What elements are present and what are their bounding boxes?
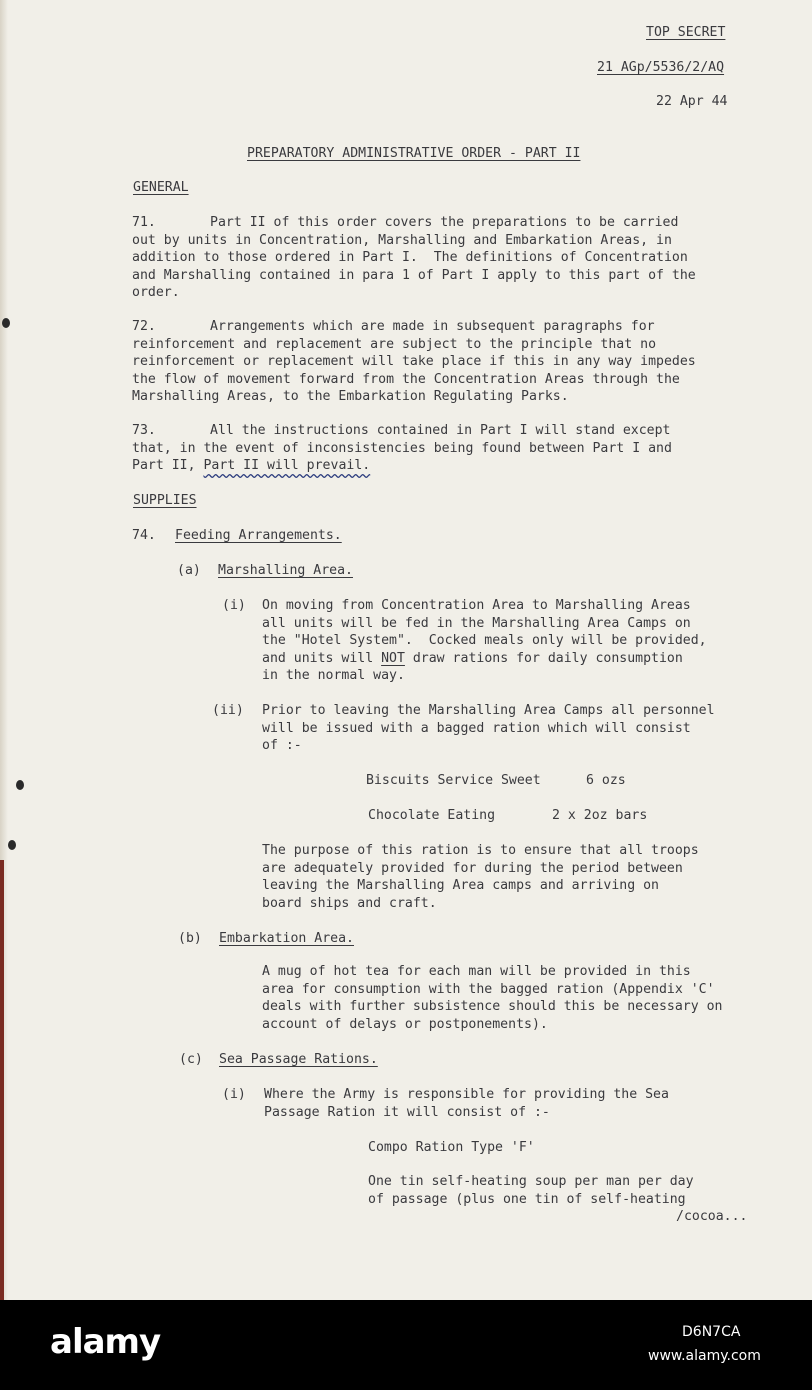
punch-hole xyxy=(2,318,10,328)
site-url: www.alamy.com xyxy=(648,1348,761,1364)
ration-purpose xyxy=(262,842,699,912)
paragraph-72 xyxy=(132,318,696,406)
paragraph-line: Prior to leaving the Marshalling Area Camps all personnel xyxy=(262,703,715,718)
paragraph-line: and Marshalling contained in para 1 of Part I apply to this part of the xyxy=(132,267,696,283)
paragraph-line: reinforcement and replacement are subject to the principle that no xyxy=(132,336,657,352)
item-label: (i) xyxy=(222,598,246,613)
item-a-ii xyxy=(262,702,715,755)
binding-edge xyxy=(0,860,4,1300)
paragraph-line: addition to those ordered in Part I. The definitions of Concentration xyxy=(132,250,688,265)
paragraph-line: Marshalling Areas, to the Embarkation Regulating Parks. xyxy=(132,389,569,404)
item-label: (a) xyxy=(177,563,201,578)
classification-stamp: TOP SECRET xyxy=(646,25,726,40)
paragraph-line: Passage Ration it will consist of :- xyxy=(264,1104,550,1120)
soup-ration xyxy=(368,1173,694,1208)
paragraph-73 xyxy=(132,422,672,475)
paragraph-line: On moving from Concentration Area to Marshalling Areas xyxy=(262,598,691,613)
item-label: (ii) xyxy=(212,703,244,718)
paragraph-text: and units will xyxy=(262,650,382,666)
paragraph-line: One tin self-heating soup per man per day xyxy=(368,1174,694,1189)
paragraph-line: will be issued with a bagged ration which will consist xyxy=(262,720,691,736)
paragraph-line xyxy=(132,457,672,475)
paragraph-line: are adequately provided for during the period between xyxy=(262,860,683,876)
paragraph-line: Arrangements which are made in subsequent paragraphs for xyxy=(210,319,655,334)
subheading-marshalling: Marshalling Area. xyxy=(218,563,353,578)
emphasis-not: NOT xyxy=(381,650,405,666)
subheading-feeding: Feeding Arrangements. xyxy=(175,528,342,543)
paragraph-line: board ships and craft. xyxy=(262,895,437,911)
paragraph-line xyxy=(262,650,707,668)
paragraph-line: reinforcement or replacement will take place if this in any way impedes xyxy=(132,354,696,369)
paragraph-line: in the normal way. xyxy=(262,668,405,683)
item-label: (b) xyxy=(178,931,202,946)
paragraph-line: Part II of this order covers the preparations to be carried xyxy=(210,215,679,230)
paragraph-line: of :- xyxy=(262,738,302,753)
paragraph-line: out by units in Concentration, Marshalling and Embarkation Areas, in xyxy=(132,232,672,248)
paragraph-71 xyxy=(132,214,696,302)
paragraph-line: area for consumption with the bagged ration (Appendix 'C' xyxy=(262,981,715,997)
item-label: (c) xyxy=(179,1052,203,1067)
paragraph-line: Where the Army is responsible for providing the Sea xyxy=(264,1087,669,1102)
watermark-footer xyxy=(0,1300,812,1390)
reference-number: 21 AGp/5536/2/AQ xyxy=(597,60,725,75)
paragraph-line: that, in the event of inconsistencies being found between Part I and xyxy=(132,440,672,456)
image-id: D6N7CA xyxy=(682,1324,741,1340)
paragraph-line: All the instructions contained in Part I will stand except xyxy=(210,423,671,438)
paragraph-line: all units will be fed in the Marshalling Area Camps on xyxy=(262,615,691,631)
ration-item-name: Biscuits Service Sweet xyxy=(366,773,541,788)
item-b xyxy=(262,963,723,1033)
paragraph-number: 74. xyxy=(132,528,156,543)
paragraph-number: 73. xyxy=(132,423,156,438)
ration-item-qty: 6 ozs xyxy=(586,773,626,788)
ration-item-name: Chocolate Eating xyxy=(368,808,496,823)
punch-hole xyxy=(8,840,16,850)
paragraph-text: Part II, xyxy=(132,458,204,473)
emphasis-text: Part II will prevail. xyxy=(203,458,371,473)
subheading-sea-passage: Sea Passage Rations. xyxy=(219,1052,378,1067)
paragraph-line: deals with further subsistence should this be necessary on xyxy=(262,999,723,1014)
paragraph-line: the flow of movement forward from the Concentration Areas through the xyxy=(132,371,680,387)
item-label: (i) xyxy=(222,1087,246,1102)
subheading-embarkation: Embarkation Area. xyxy=(219,931,354,946)
paragraph-line: the "Hotel System". Cocked meals only will be provided, xyxy=(262,633,707,648)
paragraph-line: The purpose of this ration is to ensure that all troops xyxy=(262,843,699,858)
paragraph-line: account of delays or postponements). xyxy=(262,1016,548,1032)
alamy-logo: alamy xyxy=(50,1322,161,1362)
document-title: PREPARATORY ADMINISTRATIVE ORDER - PART II xyxy=(247,146,581,161)
paragraph-line: leaving the Marshalling Area camps and arriving on xyxy=(262,878,659,893)
item-a-i xyxy=(262,597,707,685)
compo-ration: Compo Ration Type 'F' xyxy=(368,1140,535,1155)
paragraph-number: 71. xyxy=(132,215,156,230)
document-date: 22 Apr 44 xyxy=(656,94,728,109)
ration-item-qty: 2 x 2oz bars xyxy=(552,808,648,823)
continuation-marker: /cocoa... xyxy=(676,1209,748,1224)
paragraph-number: 72. xyxy=(132,319,156,334)
section-heading-general: GENERAL xyxy=(133,180,189,195)
section-heading-supplies: SUPPLIES xyxy=(133,493,197,508)
paragraph-line: order. xyxy=(132,285,180,300)
punch-hole xyxy=(16,780,24,790)
paragraph-line: A mug of hot tea for each man will be provided in this xyxy=(262,964,691,979)
paragraph-line: of passage (plus one tin of self-heating xyxy=(368,1191,686,1207)
item-c-i xyxy=(264,1086,669,1121)
paragraph-text: draw rations for daily consumption xyxy=(404,650,683,666)
